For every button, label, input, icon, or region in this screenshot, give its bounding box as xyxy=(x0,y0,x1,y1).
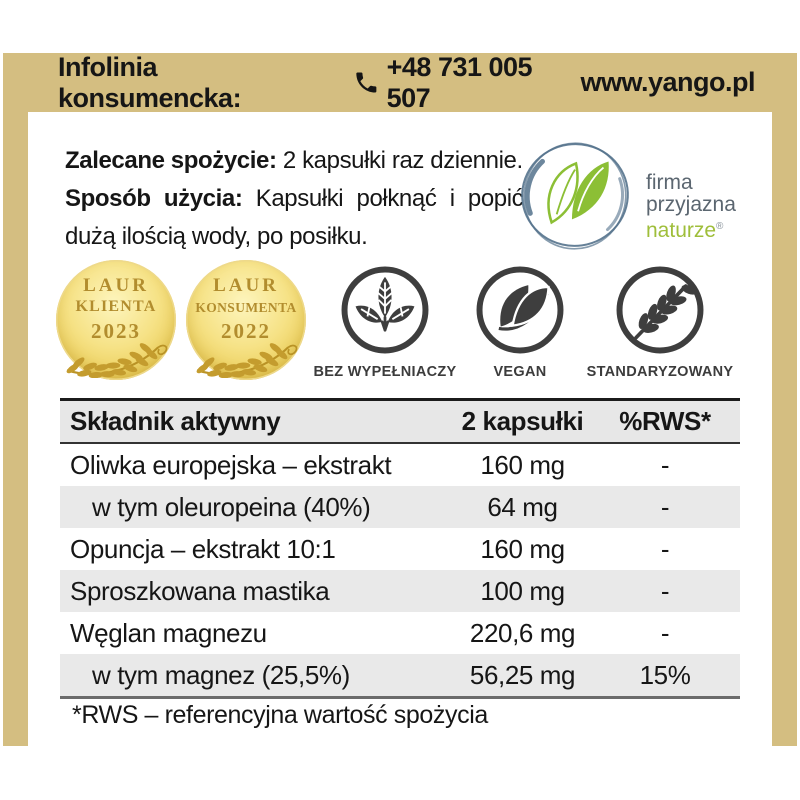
content-panel xyxy=(28,112,772,746)
laurel-branch-icon xyxy=(193,330,299,378)
ingredient-name: Opuncja – ekstrakt 10:1 xyxy=(70,533,336,564)
ingredient-amount: 160 mg xyxy=(480,533,565,564)
ingredient-name: Węglan magnezu xyxy=(70,617,267,648)
table-row xyxy=(60,528,740,570)
rws-footnote: *RWS – referencyjna wartość spożycia xyxy=(72,701,488,729)
award-medal-2022 xyxy=(186,260,306,380)
eco-text-line1: firma xyxy=(646,171,693,194)
eco-text-line3 xyxy=(646,216,736,242)
medal-year: 2022 xyxy=(221,319,271,343)
table-row xyxy=(60,612,740,654)
ingredient-rws: - xyxy=(660,491,670,522)
table-row xyxy=(60,654,740,696)
eco-text-naturze: naturze xyxy=(646,219,717,242)
hotline xyxy=(58,52,580,114)
column-header-ingredient: Składnik aktywny xyxy=(70,406,281,436)
method-label: Sposób użycia: xyxy=(65,185,243,212)
ingredient-amount: 100 mg xyxy=(480,575,565,606)
ingredient-name: Oliwka europejska – ekstrakt xyxy=(70,449,392,480)
ingredient-name: Sproszkowana mastika xyxy=(70,575,330,606)
ingredient-rws: - xyxy=(660,449,670,480)
ingredient-rws: - xyxy=(660,617,670,648)
table-row xyxy=(60,570,740,612)
usage-instructions xyxy=(65,142,527,256)
leaf-circle-icon xyxy=(514,134,636,256)
dosage-text: 2 kapsułki raz dziennie. xyxy=(282,147,523,174)
supplement-label xyxy=(3,53,797,746)
medal-line1: LAUR xyxy=(83,275,149,296)
badge-label: VEGAN xyxy=(493,364,547,380)
table-row xyxy=(60,444,740,486)
badge-label: STANDARYZOWANY xyxy=(586,364,734,380)
ingredient-amount: 220,6 mg xyxy=(469,617,576,648)
column-header-rws: %RWS* xyxy=(619,406,711,436)
ingredient-name: w tym magnez (25,5%) xyxy=(92,659,350,690)
vegan-leaves-icon xyxy=(474,264,566,356)
eco-text-line2: przyjazna xyxy=(646,193,736,216)
method-text-1: Kapsułki połknąć i popić xyxy=(255,185,524,212)
medal-year: 2023 xyxy=(91,319,141,343)
ingredient-rws: - xyxy=(660,575,670,606)
top-bar xyxy=(3,53,797,112)
phone-icon xyxy=(353,69,380,96)
method-line-2: dużą ilością wody, po posiłku. xyxy=(65,223,368,250)
ingredients-table xyxy=(60,398,740,699)
hotline-number: +48 731 005 507 xyxy=(386,51,533,113)
website-url: www.yango.pl xyxy=(580,67,755,97)
eco-logo-text xyxy=(646,134,736,256)
award-medal-2023 xyxy=(56,260,176,380)
registered-mark: ® xyxy=(716,221,724,232)
method-line-1 xyxy=(65,180,527,218)
ingredient-rws: - xyxy=(660,533,670,564)
table-row xyxy=(60,486,740,528)
table-header-row xyxy=(60,401,740,444)
hotline-label: Infolinia konsumencka: xyxy=(58,51,242,113)
ingredient-name: w tym oleuropeina (40%) xyxy=(92,491,371,522)
ingredient-amount: 56,25 mg xyxy=(469,659,576,690)
dosage-label: Zalecane spożycie: xyxy=(65,147,277,174)
laurel-branch-icon xyxy=(63,330,169,378)
medal-line2: KLIENTA xyxy=(75,298,157,315)
column-header-amount: 2 kapsułki xyxy=(461,406,584,436)
dosage-line xyxy=(65,142,527,180)
ingredient-rws: 15% xyxy=(639,659,691,690)
eco-certificate-logo xyxy=(514,134,736,256)
badge-label: BEZ WYPEŁNIACZY xyxy=(313,364,457,380)
ingredient-amount: 64 mg xyxy=(487,491,558,522)
leaf-trio-icon xyxy=(339,264,431,356)
medal-line2: KONSUMENTA xyxy=(195,300,297,315)
herb-sprig-icon xyxy=(614,264,706,356)
medal-line1: LAUR xyxy=(213,275,279,296)
badge-standardized xyxy=(575,264,745,380)
ingredient-amount: 160 mg xyxy=(480,449,565,480)
